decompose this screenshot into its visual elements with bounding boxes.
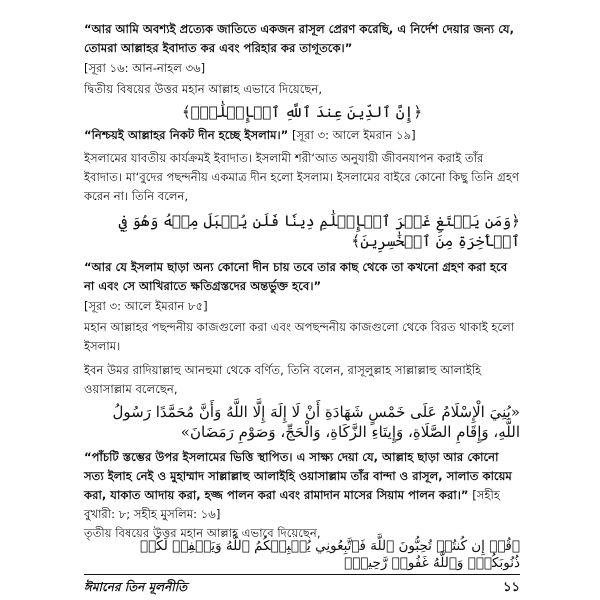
surah-reference: [সূরা ৩: আলে ইমরান ৮৫] xyxy=(84,299,208,313)
translation-text: “নিশ্চয়ই আল্লাহর নিকট দীন হচ্ছে ইসলাম।” xyxy=(84,128,289,142)
surah-reference: [সূরা ৩: আলে ইমরান ১৯] xyxy=(288,128,416,142)
quran-translation-paragraph: “আর যে ইসলাম ছাড়া অন্য কোনো দীন চায় তবে তার কাছ থেকে তা কখনো গ্রহণ করা হবে না এবং সে আখিরাতে ক্ষতিগ্রস্তদের অন্তর্ভুক্ত হবে।” xyxy=(84,260,508,293)
body-paragraph: ইবন উমর রাদিয়াল্লাহু আনহুমা থেকে বর্ণিত, তিনি বলেন, রাসূলুল্লাহ সাল্লাল্লাহু আলাইহি ওয়াসাল্লাম বলেছেন, xyxy=(84,363,482,396)
body-paragraph: মহান আল্লাহর পছন্দনীয় কাজগুলো করা এবং অপছন্দনীয় কাজগুলো থেকে বিরত থাকাই হলো ইসলাম। xyxy=(84,320,515,353)
body-paragraph: দ্বিতীয় বিষয়ের উত্তর মহান আল্লাহ এভাবে দিয়েছেন, xyxy=(84,82,323,96)
arabic-verse: ﴿وَمَن يَبۡتَغِ غَيۡرَ ٱلۡإِسۡلَٰمِ دِينٗا فَلَن يُقۡبَلَ مِنۡهُ وَهُوَ فِي ٱلۡأٓخِرَةِ مِنَ ٱلۡخَٰسِرِينَ﴾ xyxy=(118,212,520,250)
quran-translation-paragraph: “আর আমি অবশ্যই প্রত্যেক জাতিতে একজন রাসূল প্রেরণ করেছি, এ নির্দেশ দেয়ার জন্য যে, তোমরা আল্লাহর ইবাদাত কর এবং পরিহার কর তাগূতকে।” xyxy=(84,22,514,55)
page-number: ১১ xyxy=(503,580,520,595)
hadith-translation-paragraph xyxy=(84,448,520,524)
arabic-hadith: «بُنِيَ الْإِسْلَامُ عَلَى خَمْسٍ شَهَادَةِ أَنْ لَا إِلَهَ إِلَّا اللَّهُ وَأَنَّ مُحَمَّدًا رَسُولُ اللَّهِ، وَإِقَامِ الصَّلَاةِ، وَإِيتَاءِ الزَّكَاةِ، وَالْحَجِّ، وَصَوْمِ رَمَضَانَ» xyxy=(112,403,520,441)
book-title: ঈমানের তিন মূলনীতি xyxy=(84,580,188,594)
hadith-reference: [সহীহ বুখারী: ৮; সহীহ মুসলিম: ১৬] xyxy=(84,488,500,521)
footer-divider xyxy=(84,574,520,575)
arabic-verse: ﴿قُلۡ إِن كُنتُمۡ تُحِبُّونَ ٱللَّهَ فَٱتَّبِعُونِي يُحۡبِبۡكُمُ ٱللَّهُ وَيَغۡفِرۡ لَكُمۡ ذُنُوبَكُمۡۚ وَٱللَّهُ غَفُورٞ رَّحِيمٞ﴾ xyxy=(140,538,520,571)
body-paragraph: তৃতীয় বিষয়ের উত্তর মহান আল্লাহ এভাবে দিয়েছেন, xyxy=(84,526,321,540)
quran-translation-paragraph xyxy=(84,126,520,145)
body-paragraph: ইসলামের যাবতীয় কার্যক্রমই ইবাদাত। ইসলামী শরী‘আত অনুযায়ী জীবনযাপন করাই তাঁর ইবাদাত। মা‘বুদের পছন্দনীয় একমাত্র দীন হলো ইসলাম। ইসলামের বাইরে কোনো কিছু তিনি গ্রহণ করেন না। তিনি বলেন, xyxy=(84,151,519,203)
translation-text: “পাঁচটি স্তম্ভের উপর ইসলামের ভিত্তি স্থাপিত। এ সাক্ষ্য দেয়া যে, আল্লাহ ছাড়া আর কোনো সত্য ইলাহ নেই ও মুহাম্মাদ সাল্লাল্লাহু আলাইহি ওয়াসাল্লাম তাঁর বান্দা ও রাসূল, সালাত কায়েম করা, যাকাত আদায় করা, হজ্জ পালন করা এবং রামাদান মাসের সিয়াম পালন করা।” xyxy=(84,450,512,502)
arabic-verse: ﴿إِنَّ ٱلدِّينَ عِندَ ٱللَّهِ ٱلۡإِسۡلَٰمُۗ﴾ xyxy=(181,103,423,121)
surah-reference: [সূরা ১৬: আন-নাহল ৩৬] xyxy=(84,61,206,75)
